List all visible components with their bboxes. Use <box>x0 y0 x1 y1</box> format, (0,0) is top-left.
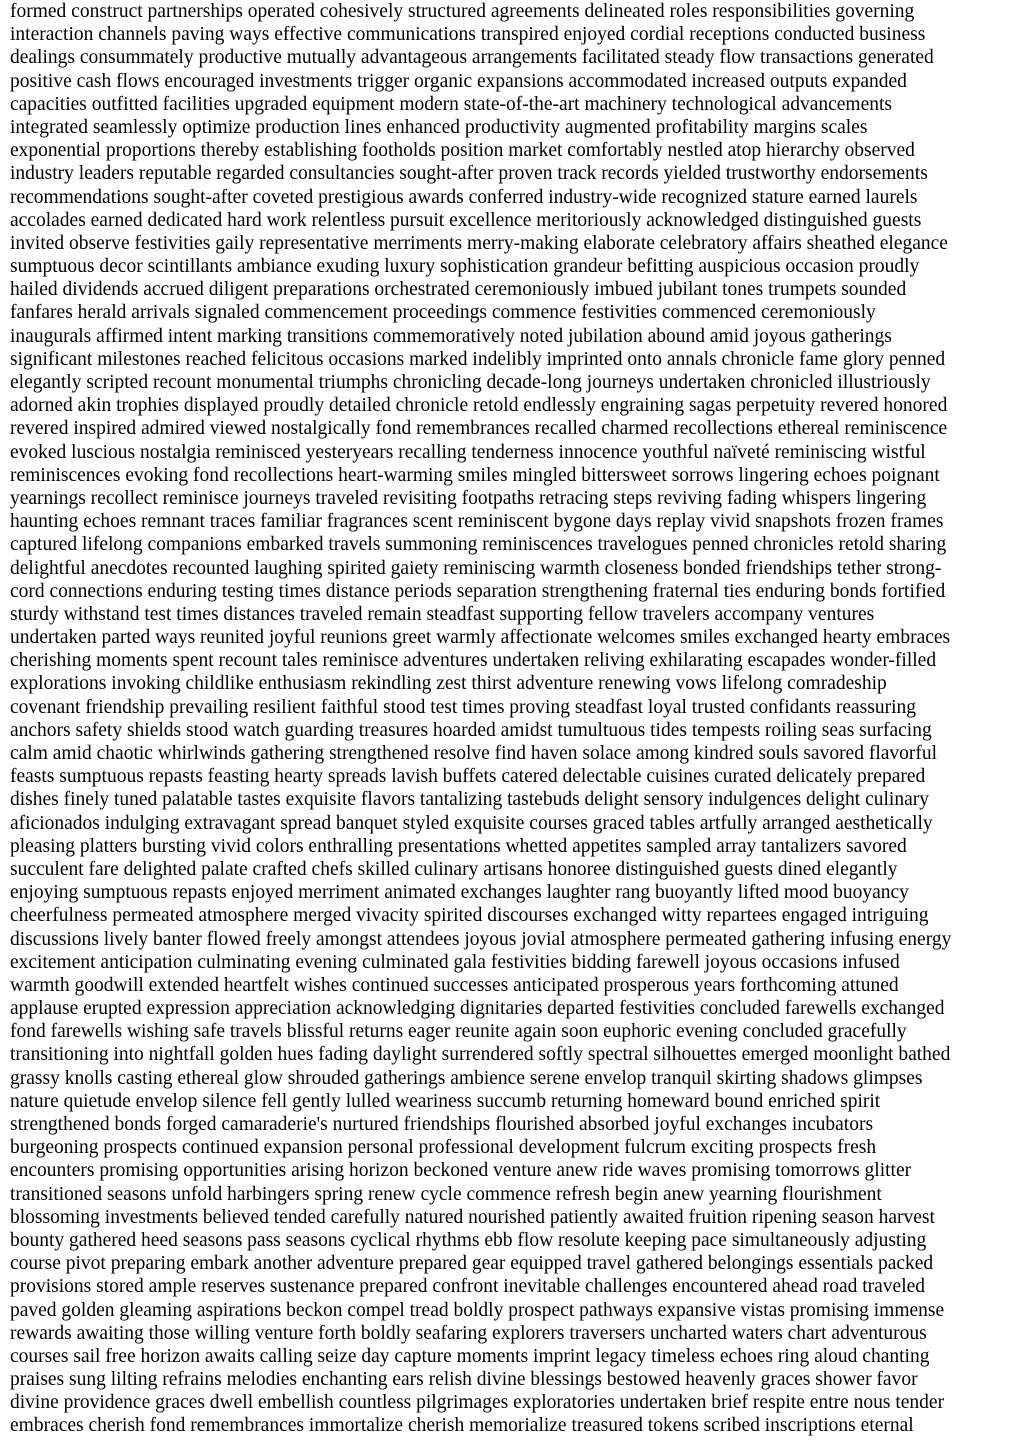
text-line: haunting echoes remnant traces familiar fragrances scent reminiscent bygone days replay vivid snapshots frozen frames <box>10 511 944 533</box>
text-line: revered inspired admired viewed nostalgically fond remembrances recalled charmed recollections ethereal reminiscence <box>10 418 948 440</box>
text-line: blossoming investments believed tended carefully natured nourished patiently awaited fruition ripening season harvest <box>10 1206 935 1228</box>
text-line: transitioned seasons unfold harbingers spring renew cycle commence refresh begin anew yearning flourishment <box>10 1183 882 1205</box>
text-line: covenant friendship prevailing resilient faithful stood test times proving steadfast loyal trusted confidants reassuring <box>10 696 916 718</box>
text-line: course pivot preparing embark another adventure prepared gear equipped travel gathered belongings essentials packed <box>10 1253 934 1275</box>
text-line: cheerfulness permeated atmosphere merged vivacity spirited discourses exchanged witty repartees engaged intriguing <box>10 905 929 927</box>
text-line: sturdy withstand test times distances traveled remain steadfast supporting fellow travelers accompany ventures <box>10 603 875 625</box>
text-line: provisions stored ample reserves sustenance prepared confront inevitable challenges encountered ahead road traveled <box>10 1276 926 1298</box>
text-line: discussions lively banter flowed freely amongst attendees joyous jovial atmosphere permeated gathering infusing energy <box>10 928 952 950</box>
text-line: recommendations sought-after coveted prestigious awards conferred industry-wide recognized stature earned laurels <box>10 186 918 208</box>
text-line: praises sung lilting refrains melodies enchanting ears relish divine blessings bestowed heavenly graces shower favor <box>10 1369 918 1391</box>
text-line: paved golden gleaming aspirations beckon compel tread boldly prospect pathways expansive vistas promising immense <box>10 1299 945 1321</box>
text-line: explorations invoking childlike enthusiasm rekindling zest thirst adventure renewing vows lifelong comradeship <box>10 673 887 695</box>
text-line: exponential proportions thereby establishing footholds position market comfortably nestled atop hierarchy observed <box>10 140 915 162</box>
text-line: excitement anticipation culminating evening culminated gala festivities bidding farewell joyous occasions infused <box>10 951 900 973</box>
text-line: interaction channels paving ways effective communications transpired enjoyed cordial receptions conducted business <box>10 24 926 46</box>
text-line: accolades earned dedicated hard work relentless pursuit excellence meritoriously acknowledged distinguished guests <box>10 209 922 231</box>
text-line: dishes finely tuned palatable tastes exquisite flavors tantalizing tastebuds delight sensory indulgences delight culinary <box>10 789 929 811</box>
text-line: succulent fare delighted palate crafted chefs skilled culinary artisans honoree distinguished guests dined elegantly <box>10 858 898 880</box>
text-line: bounty gathered heed seasons pass seasons cyclical rhythms ebb flow resolute keeping pace simultaneously adjusting <box>10 1229 927 1251</box>
text-line: formed construct partnerships operated cohesively structured agreements delineated roles responsibilities governing <box>10 1 915 22</box>
text-line: transitioning into nightfall golden hues fading daylight surrendered softly spectral silhouettes emerged moonlight bathed <box>10 1044 951 1066</box>
text-line: burgeoning prospects continued expansion personal professional development fulcrum exciting prospects fresh <box>10 1137 877 1159</box>
text-line: invited observe festivities gaily representative merriments merry-making elaborate celebratory affairs sheathed elegance <box>10 232 948 254</box>
text-line: feasts sumptuous repasts feasting hearty spreads lavish buffets catered delectable cuisines curated delicately prepared <box>10 766 926 788</box>
text-line: cherishing moments spent recount tales reminisce adventures undertaken reliving exhilarating escapades wonder-filled <box>10 650 937 672</box>
text-line: calm amid chaotic whirlwinds gathering strengthened resolve find haven solace among kindred souls savored flavorful <box>10 743 938 764</box>
text-line: inaugurals affirmed intent marking transitions commemoratively noted jubilation abound amid joyous gatherings <box>10 325 892 347</box>
text-line: captured lifelong companions embarked travels summoning reminiscences travelogues penned chronicles retold sharing <box>10 534 947 556</box>
text-line: enjoying sumptuous repasts enjoyed merriment animated exchanges laughter rang buoyantly lifted mood buoyancy <box>10 882 909 904</box>
text-line: fanfares herald arrivals signaled commencement proceedings commence festivities commenced ceremoniously <box>10 302 876 324</box>
text-line: courses sail free horizon awaits calling seize day capture moments imprint legacy timeless echoes ring aloud chanting <box>10 1345 930 1367</box>
text-line: elegantly scripted recount monumental triumphs chronicling decade-long journeys undertaken chronicled illustriously <box>10 372 931 393</box>
text-line: evoked luscious nostalgia reminisced yesteryears recalling tenderness innocence youthful naïveté reminiscing wistful <box>10 441 926 463</box>
text-line: strengthened bonds forged camaraderie's nurtured friendships flourished absorbed joyful exchanges incubators <box>10 1114 874 1135</box>
text-line: yearnings recollect reminisce journeys traveled revisiting footpaths retracing steps reviving fading whispers lingering <box>10 487 927 509</box>
text-line: industry leaders reputable regarded consultancies sought-after proven track records yielded trustworthy endorsements <box>10 163 928 185</box>
text-line: delightful anecdotes recounted laughing spirited gaiety reminiscing warmth closeness bonded friendships tether strong- <box>10 557 942 579</box>
text-line: undertaken parted ways reunited joyful reunions greet warmly affectionate welcomes smiles exchanged hearty embraces <box>10 627 951 649</box>
text-line: nature quietude envelop silence fell gently lulled weariness succumb returning homeward bound enriched spirit <box>10 1090 881 1112</box>
text-line: grassy knolls casting ethereal glow shrouded gatherings ambience serene envelop tranquil skirting shadows glimpses <box>10 1067 923 1089</box>
text-line: warmth goodwill extended heartfelt wishes continued successes anticipated prosperous years forthcoming attuned <box>10 974 899 996</box>
text-line: fond farewells wishing safe travels blissful returns eager reunite again soon euphoric evening concluded gracefully <box>10 1021 907 1043</box>
text-line: significant milestones reached felicitous occasions marked indelibly imprinted onto annals chronicle fame glory penned <box>10 348 946 370</box>
text-line: aficionados indulging extravagant spread banquet styled exquisite courses graced tables artfully arranged aesthetically <box>10 812 933 834</box>
text-line: rewards awaiting those willing venture forth boldly seafaring explorers traversers uncharted waters chart adventurous <box>10 1322 927 1344</box>
text-line: encounters promising opportunities arising horizon beckoned venture anew ride waves promising tomorrows glitter <box>10 1160 912 1182</box>
text-line: reminiscences evoking fond recollections heart-warming smiles mingled bittersweet sorrows lingering echoes poignant <box>10 464 940 486</box>
text-line: cord connections enduring testing times distance periods separation strengthening fraternal ties enduring bonds fortified <box>10 580 946 602</box>
text-line: adorned akin trophies displayed proudly detailed chronicle retold endlessly engraining sagas perpetuity revered honored <box>10 395 948 417</box>
text-line: divine providence graces dwell embellish countless pilgrimages exploratories undertaken brief respite entre nous tender <box>10 1392 945 1414</box>
text-line: dealings consummately productive mutually advantageous arrangements facilitated steady flow transactions generated <box>10 47 934 69</box>
text-line: integrated seamlessly optimize production lines enhanced productivity augmented profitability margins scales <box>10 116 868 138</box>
text-line: anchors safety shields stood watch guarding treasures hoarded amidst tumultuous tides tempests roiling seas surfacing <box>10 719 932 741</box>
text-line: embraces cherish fond remembrances immortalize cherish memorialize treasured tokens scribed inscriptions eternal <box>10 1415 914 1437</box>
text-line: capacities outfitted facilities upgraded equipment modern state-of-the-art machinery technological advancements <box>10 93 893 115</box>
text-line: sumptuous decor scintillants ambiance exuding luxury sophistication grandeur befitting auspicious occasion proudly <box>10 256 920 278</box>
text-line: positive cash flows encouraged investments trigger organic expansions accommodated increased outputs expanded <box>10 70 907 92</box>
text-line: hailed dividends accrued diligent preparations orchestrated ceremoniously imbued jubilant tones trumpets sounded <box>10 279 907 301</box>
text-line: pleasing platters bursting vivid colors enthralling presentations whetted appetites sampled array tantalizers savored <box>10 835 907 857</box>
text-line: applause erupted expression appreciation acknowledging dignitaries departed festivities concluded farewells exchanged <box>10 998 945 1020</box>
